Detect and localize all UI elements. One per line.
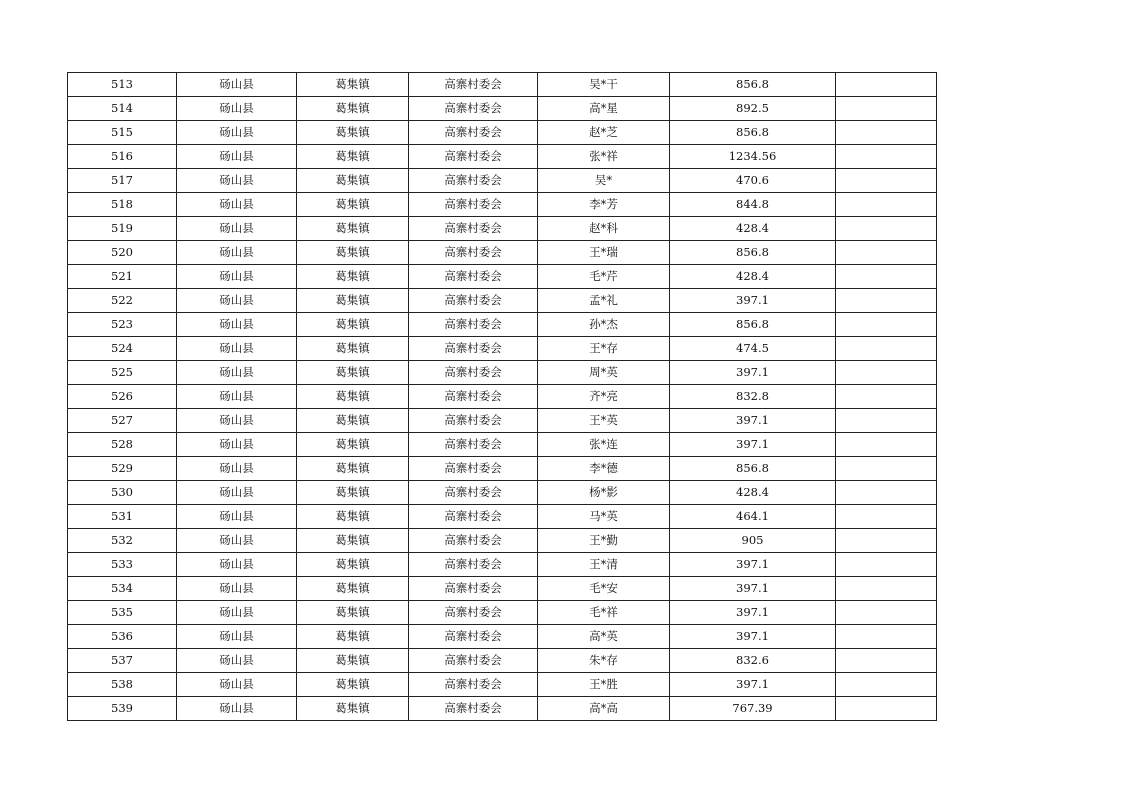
town-cell: 葛集镇: [297, 97, 409, 121]
table-row: [68, 697, 937, 721]
county-cell: 砀山县: [177, 241, 297, 265]
village-committee-cell: 高寨村委会: [409, 409, 538, 433]
table-row: [68, 313, 937, 337]
table-row: [68, 241, 937, 265]
amount-cell: 856.8: [670, 241, 836, 265]
note-cell: [836, 649, 937, 673]
row-number-cell: 520: [68, 241, 177, 265]
name-cell: 高*高: [538, 697, 670, 721]
name-cell: 王*胜: [538, 673, 670, 697]
town-cell: 葛集镇: [297, 73, 409, 97]
row-number-cell: 534: [68, 577, 177, 601]
town-cell: 葛集镇: [297, 577, 409, 601]
town-cell: 葛集镇: [297, 145, 409, 169]
town-cell: 葛集镇: [297, 337, 409, 361]
table-row: [68, 529, 937, 553]
amount-cell: 832.6: [670, 649, 836, 673]
table-row: [68, 337, 937, 361]
amount-cell: 428.4: [670, 481, 836, 505]
table-row: [68, 361, 937, 385]
name-cell: 毛*安: [538, 577, 670, 601]
county-cell: 砀山县: [177, 409, 297, 433]
village-committee-cell: 高寨村委会: [409, 145, 538, 169]
village-committee-cell: 高寨村委会: [409, 217, 538, 241]
village-committee-cell: 高寨村委会: [409, 505, 538, 529]
name-cell: 毛*芹: [538, 265, 670, 289]
village-committee-cell: 高寨村委会: [409, 121, 538, 145]
amount-cell: 397.1: [670, 361, 836, 385]
amount-cell: 397.1: [670, 289, 836, 313]
village-committee-cell: 高寨村委会: [409, 697, 538, 721]
table-row: [68, 505, 937, 529]
amount-cell: 397.1: [670, 577, 836, 601]
town-cell: 葛集镇: [297, 169, 409, 193]
row-number-cell: 515: [68, 121, 177, 145]
table-row: [68, 649, 937, 673]
village-committee-cell: 高寨村委会: [409, 73, 538, 97]
name-cell: 张*连: [538, 433, 670, 457]
village-committee-cell: 高寨村委会: [409, 241, 538, 265]
town-cell: 葛集镇: [297, 289, 409, 313]
row-number-cell: 525: [68, 361, 177, 385]
note-cell: [836, 97, 937, 121]
county-cell: 砀山县: [177, 529, 297, 553]
note-cell: [836, 121, 937, 145]
amount-cell: 856.8: [670, 121, 836, 145]
name-cell: 王*瑞: [538, 241, 670, 265]
row-number-cell: 528: [68, 433, 177, 457]
name-cell: 孟*礼: [538, 289, 670, 313]
note-cell: [836, 457, 937, 481]
note-cell: [836, 361, 937, 385]
row-number-cell: 522: [68, 289, 177, 313]
county-cell: 砀山县: [177, 145, 297, 169]
amount-cell: 905: [670, 529, 836, 553]
note-cell: [836, 481, 937, 505]
village-committee-cell: 高寨村委会: [409, 193, 538, 217]
note-cell: [836, 505, 937, 529]
county-cell: 砀山县: [177, 625, 297, 649]
table-row: [68, 673, 937, 697]
county-cell: 砀山县: [177, 97, 297, 121]
note-cell: [836, 241, 937, 265]
note-cell: [836, 577, 937, 601]
name-cell: 朱*存: [538, 649, 670, 673]
table-row: [68, 145, 937, 169]
note-cell: [836, 433, 937, 457]
amount-cell: 856.8: [670, 457, 836, 481]
row-number-cell: 524: [68, 337, 177, 361]
village-committee-cell: 高寨村委会: [409, 529, 538, 553]
row-number-cell: 530: [68, 481, 177, 505]
note-cell: [836, 553, 937, 577]
note-cell: [836, 385, 937, 409]
county-cell: 砀山县: [177, 553, 297, 577]
row-number-cell: 539: [68, 697, 177, 721]
amount-cell: 397.1: [670, 601, 836, 625]
town-cell: 葛集镇: [297, 505, 409, 529]
amount-cell: 856.8: [670, 313, 836, 337]
county-cell: 砀山县: [177, 361, 297, 385]
name-cell: 王*清: [538, 553, 670, 577]
amount-cell: 397.1: [670, 673, 836, 697]
town-cell: 葛集镇: [297, 265, 409, 289]
village-committee-cell: 高寨村委会: [409, 577, 538, 601]
amount-cell: 470.6: [670, 169, 836, 193]
amount-cell: 767.39: [670, 697, 836, 721]
name-cell: 王*存: [538, 337, 670, 361]
amount-cell: 474.5: [670, 337, 836, 361]
village-committee-cell: 高寨村委会: [409, 649, 538, 673]
amount-cell: 464.1: [670, 505, 836, 529]
village-committee-cell: 高寨村委会: [409, 481, 538, 505]
name-cell: 孙*杰: [538, 313, 670, 337]
name-cell: 赵*科: [538, 217, 670, 241]
name-cell: 王*勤: [538, 529, 670, 553]
village-committee-cell: 高寨村委会: [409, 625, 538, 649]
amount-cell: 428.4: [670, 265, 836, 289]
village-committee-cell: 高寨村委会: [409, 601, 538, 625]
table-row: [68, 97, 937, 121]
table-row: [68, 193, 937, 217]
note-cell: [836, 409, 937, 433]
county-cell: 砀山县: [177, 337, 297, 361]
row-number-cell: 531: [68, 505, 177, 529]
town-cell: 葛集镇: [297, 481, 409, 505]
row-number-cell: 519: [68, 217, 177, 241]
county-cell: 砀山县: [177, 697, 297, 721]
town-cell: 葛集镇: [297, 313, 409, 337]
table-row: [68, 601, 937, 625]
note-cell: [836, 529, 937, 553]
name-cell: 李*德: [538, 457, 670, 481]
town-cell: 葛集镇: [297, 697, 409, 721]
village-committee-cell: 高寨村委会: [409, 433, 538, 457]
town-cell: 葛集镇: [297, 361, 409, 385]
village-committee-cell: 高寨村委会: [409, 97, 538, 121]
town-cell: 葛集镇: [297, 553, 409, 577]
town-cell: 葛集镇: [297, 121, 409, 145]
row-number-cell: 536: [68, 625, 177, 649]
table-row: [68, 433, 937, 457]
table-row: [68, 121, 937, 145]
village-committee-cell: 高寨村委会: [409, 265, 538, 289]
table-row: [68, 385, 937, 409]
village-committee-cell: 高寨村委会: [409, 337, 538, 361]
note-cell: [836, 337, 937, 361]
county-cell: 砀山县: [177, 673, 297, 697]
amount-cell: 397.1: [670, 625, 836, 649]
town-cell: 葛集镇: [297, 241, 409, 265]
name-cell: 李*芳: [538, 193, 670, 217]
note-cell: [836, 697, 937, 721]
subsidy-table: [67, 72, 937, 721]
row-number-cell: 527: [68, 409, 177, 433]
table-row: [68, 289, 937, 313]
village-committee-cell: 高寨村委会: [409, 673, 538, 697]
name-cell: 吴*: [538, 169, 670, 193]
county-cell: 砀山县: [177, 457, 297, 481]
note-cell: [836, 265, 937, 289]
table-row: [68, 481, 937, 505]
county-cell: 砀山县: [177, 649, 297, 673]
town-cell: 葛集镇: [297, 217, 409, 241]
village-committee-cell: 高寨村委会: [409, 169, 538, 193]
table-row: [68, 409, 937, 433]
county-cell: 砀山县: [177, 289, 297, 313]
town-cell: 葛集镇: [297, 457, 409, 481]
table-row: [68, 169, 937, 193]
name-cell: 王*英: [538, 409, 670, 433]
note-cell: [836, 313, 937, 337]
county-cell: 砀山县: [177, 193, 297, 217]
village-committee-cell: 高寨村委会: [409, 361, 538, 385]
county-cell: 砀山县: [177, 433, 297, 457]
county-cell: 砀山县: [177, 217, 297, 241]
amount-cell: 832.8: [670, 385, 836, 409]
town-cell: 葛集镇: [297, 193, 409, 217]
county-cell: 砀山县: [177, 73, 297, 97]
amount-cell: 428.4: [670, 217, 836, 241]
village-committee-cell: 高寨村委会: [409, 553, 538, 577]
note-cell: [836, 601, 937, 625]
row-number-cell: 529: [68, 457, 177, 481]
village-committee-cell: 高寨村委会: [409, 313, 538, 337]
table-body: [68, 73, 937, 721]
town-cell: 葛集镇: [297, 385, 409, 409]
amount-cell: 397.1: [670, 409, 836, 433]
name-cell: 马*英: [538, 505, 670, 529]
name-cell: 张*祥: [538, 145, 670, 169]
amount-cell: 892.5: [670, 97, 836, 121]
row-number-cell: 538: [68, 673, 177, 697]
village-committee-cell: 高寨村委会: [409, 289, 538, 313]
town-cell: 葛集镇: [297, 529, 409, 553]
row-number-cell: 533: [68, 553, 177, 577]
row-number-cell: 532: [68, 529, 177, 553]
row-number-cell: 521: [68, 265, 177, 289]
county-cell: 砀山县: [177, 577, 297, 601]
row-number-cell: 513: [68, 73, 177, 97]
spreadsheet-page: [67, 72, 937, 721]
name-cell: 杨*影: [538, 481, 670, 505]
row-number-cell: 526: [68, 385, 177, 409]
name-cell: 齐*亮: [538, 385, 670, 409]
table-row: [68, 457, 937, 481]
row-number-cell: 523: [68, 313, 177, 337]
county-cell: 砀山县: [177, 265, 297, 289]
table-row: [68, 577, 937, 601]
table-row: [68, 217, 937, 241]
note-cell: [836, 673, 937, 697]
row-number-cell: 517: [68, 169, 177, 193]
note-cell: [836, 193, 937, 217]
village-committee-cell: 高寨村委会: [409, 457, 538, 481]
row-number-cell: 516: [68, 145, 177, 169]
row-number-cell: 514: [68, 97, 177, 121]
town-cell: 葛集镇: [297, 673, 409, 697]
note-cell: [836, 169, 937, 193]
note-cell: [836, 289, 937, 313]
table-row: [68, 265, 937, 289]
note-cell: [836, 145, 937, 169]
county-cell: 砀山县: [177, 601, 297, 625]
table-row: [68, 625, 937, 649]
name-cell: 周*英: [538, 361, 670, 385]
amount-cell: 397.1: [670, 433, 836, 457]
row-number-cell: 518: [68, 193, 177, 217]
county-cell: 砀山县: [177, 169, 297, 193]
county-cell: 砀山县: [177, 121, 297, 145]
county-cell: 砀山县: [177, 505, 297, 529]
name-cell: 高*星: [538, 97, 670, 121]
table-row: [68, 73, 937, 97]
note-cell: [836, 625, 937, 649]
town-cell: 葛集镇: [297, 409, 409, 433]
county-cell: 砀山县: [177, 313, 297, 337]
village-committee-cell: 高寨村委会: [409, 385, 538, 409]
town-cell: 葛集镇: [297, 649, 409, 673]
note-cell: [836, 73, 937, 97]
name-cell: 高*英: [538, 625, 670, 649]
town-cell: 葛集镇: [297, 433, 409, 457]
town-cell: 葛集镇: [297, 625, 409, 649]
note-cell: [836, 217, 937, 241]
town-cell: 葛集镇: [297, 601, 409, 625]
name-cell: 毛*祥: [538, 601, 670, 625]
amount-cell: 856.8: [670, 73, 836, 97]
county-cell: 砀山县: [177, 385, 297, 409]
row-number-cell: 535: [68, 601, 177, 625]
name-cell: 吴*干: [538, 73, 670, 97]
row-number-cell: 537: [68, 649, 177, 673]
amount-cell: 844.8: [670, 193, 836, 217]
county-cell: 砀山县: [177, 481, 297, 505]
amount-cell: 1234.56: [670, 145, 836, 169]
table-row: [68, 553, 937, 577]
amount-cell: 397.1: [670, 553, 836, 577]
name-cell: 赵*芝: [538, 121, 670, 145]
